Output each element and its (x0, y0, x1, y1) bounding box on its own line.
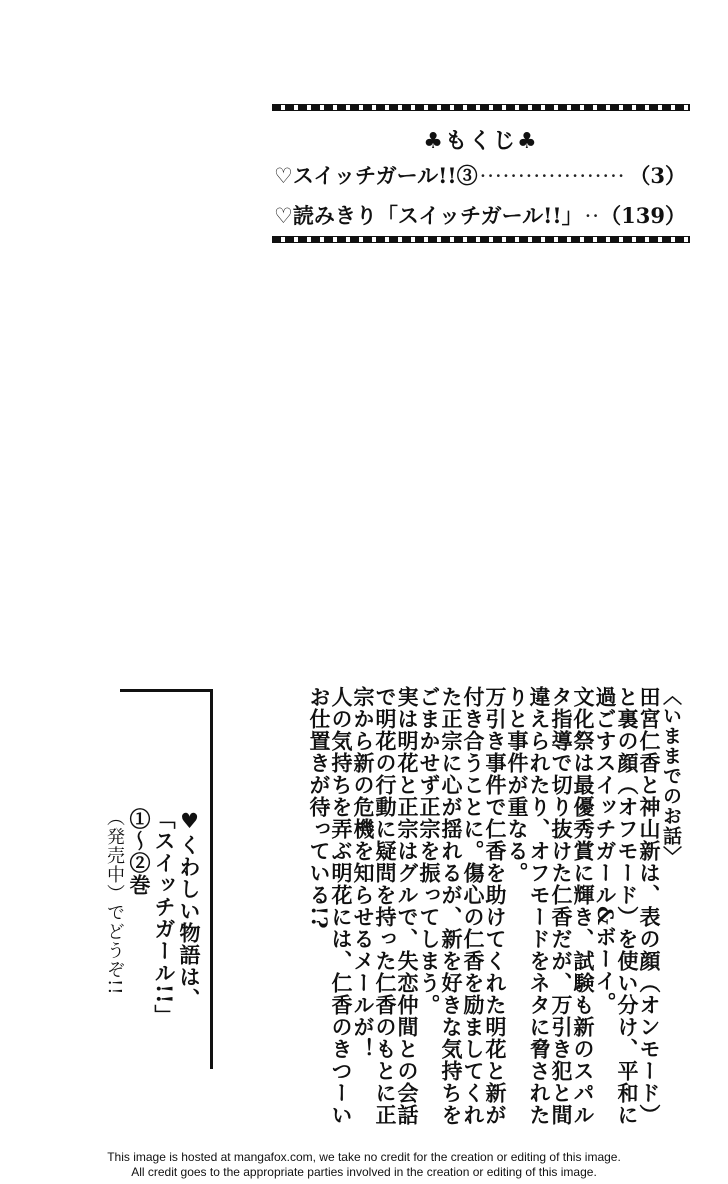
toc-entry[interactable] (274, 200, 686, 230)
story-paragraph: 実は明花と正宗はグルで、失恋仲間との会話で明花の行動に疑問を持った仁香のもとに正宗から新の危機を知らせるメールが！ (351, 686, 420, 1126)
story-paragraph: 文化祭は最優秀賞に輝き、試験も新のスパルタ指導で切り抜けた仁香だが、万引き犯と間違えられたり、オフモードをネタに脅されたりと事件が重なる。 (505, 686, 596, 1126)
credit-notice: All credit goes to the appropriate parties involved in the creation or editing of this image. (131, 1165, 597, 1179)
toc-title: ♣もくじ♣ (423, 128, 539, 154)
toc-entry-page: （139） (600, 203, 686, 228)
toc-top-divider (272, 104, 690, 111)
guide-line: ♥くわしい物語は、 (177, 808, 202, 1010)
story-paragraph: 万引き事件で仁香を助けてくれた明花と新が付き合うことに。傷心の仁香を励ましてくれた正宗に心が揺れるが、新を好きな気持ちをごまかせず正宗を振ってしまう。 (417, 686, 508, 1126)
guide-line: （発売中）でどうぞ!! (104, 808, 125, 996)
toc-entry-label: ♡スイッチガール!!③ (274, 163, 478, 188)
toc-entry-page: （3） (629, 163, 686, 188)
toc-bottom-divider (272, 236, 690, 243)
story-summary (212, 686, 682, 1146)
volume-guide (82, 808, 202, 1068)
toc-entry-label: ♡読みきり「スイッチガール!!」 (274, 203, 583, 228)
guide-frame-top-line (120, 689, 212, 692)
story-paragraph: 田宮仁香と神山新は、表の顔（オンモード）と裏の顔（オフモード）を使い分け、平和に過ごすスイッチガール&ボーイ。 (593, 686, 662, 1126)
toc-leader-dots (585, 204, 599, 228)
guide-line: 「スイッチガール!!」①〜②巻 (127, 808, 177, 1027)
toc-leader-dots (480, 164, 628, 188)
story-paragraph: 人の気持ちを弄ぶ明花には、仁香のきつーいお仕置きが待っている!? (307, 686, 354, 1126)
story-heading: 〈いままでのお話〉 (660, 686, 682, 866)
toc-entry[interactable] (274, 160, 686, 190)
guide-frame-side-line (210, 689, 213, 1069)
credit-notice: This image is hosted at mangafox.com, we take no credit for the creation or editing of this image. (107, 1150, 621, 1164)
